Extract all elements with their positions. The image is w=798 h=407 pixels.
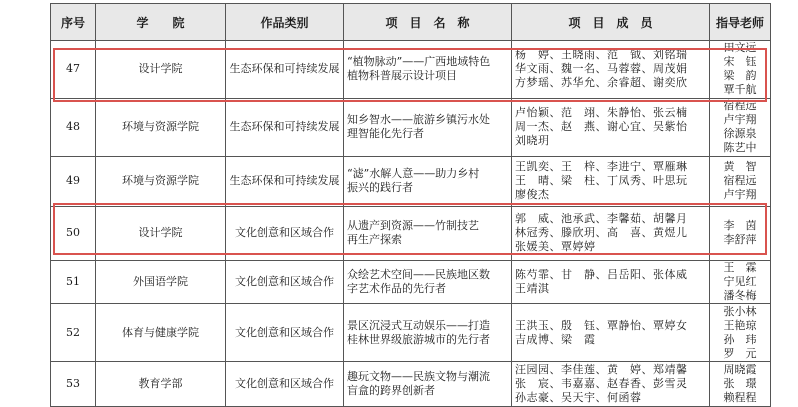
row-advisor xyxy=(710,304,771,362)
row-project-line: 从遗产到资源——竹制技艺 xyxy=(347,219,479,233)
row-members-line: 张媛美、覃婷婷 xyxy=(515,240,596,254)
row-advisor-line: 陈艺中 xyxy=(723,141,757,155)
row-project xyxy=(344,260,512,304)
row-members xyxy=(512,304,710,362)
row-members xyxy=(512,41,710,99)
table-row xyxy=(51,41,771,99)
row-college: 外国语学院 xyxy=(96,260,226,304)
row-advisor-line: 徐源泉 xyxy=(723,127,757,141)
row-members xyxy=(512,362,710,407)
row-members-line: 卢怡颖、范 翊、朱静怡、张云楠 xyxy=(515,106,688,120)
row-project-line: 再生产探索 xyxy=(347,233,402,247)
row-advisor-line: 李 茵 xyxy=(723,219,757,233)
table-row xyxy=(51,260,771,304)
header-category: 作品类别 xyxy=(226,4,344,41)
row-members-line: 华文雨、魏一名、马蓉蓉、周茂娟 xyxy=(515,62,688,76)
row-college: 环境与资源学院 xyxy=(96,98,226,156)
row-advisor-line: 赖程程 xyxy=(723,391,757,405)
row-members-line: 周一杰、赵 燕、谢心宜、吴紫怡 xyxy=(515,120,688,134)
row-advisor-line: 潘冬梅 xyxy=(723,288,757,302)
row-members-line: 孙志豪、吴天宇、何函蓉 xyxy=(515,391,642,405)
row-project-line: “滤”水解人意——助力乡村 xyxy=(347,167,480,181)
row-project xyxy=(344,41,512,99)
row-advisor-line: 宿程远 xyxy=(723,174,757,188)
row-members-line: 王 晴、梁 柱、丁凤秀、叶思玩 xyxy=(515,174,688,188)
row-advisor-line: 宋 钰 xyxy=(723,55,757,69)
table-row xyxy=(51,304,771,362)
row-advisor xyxy=(710,362,771,407)
row-advisor xyxy=(710,156,771,206)
row-index: 50 xyxy=(51,206,96,260)
row-members-line: 陈芍霏、甘 静、吕岳阳、张体威 xyxy=(515,267,688,281)
row-project-line: 景区沉浸式互动娱乐——打造 xyxy=(347,318,490,332)
row-advisor-line: 王艳琼 xyxy=(723,318,757,332)
row-members-line: 林冠秀、滕欣玥、高 喜、黄煜儿 xyxy=(515,226,688,240)
row-college: 体育与健康学院 xyxy=(96,304,226,362)
row-category: 生态环保和可持续发展 xyxy=(226,41,344,99)
row-members-line: 王洪玉、殷 钰、覃静怡、覃婷女 xyxy=(515,318,688,332)
row-project-line: “植物脉动”——广西地域特色 xyxy=(347,55,491,69)
row-project-line: 桂林世界级旅游城市的先行者 xyxy=(347,332,490,346)
row-index: 51 xyxy=(51,260,96,304)
row-category: 文化创意和区域合作 xyxy=(226,206,344,260)
row-project xyxy=(344,98,512,156)
row-advisor xyxy=(710,98,771,156)
header-college: 学 院 xyxy=(96,4,226,41)
row-advisor-line: 张 璟 xyxy=(723,377,757,391)
row-project-line: 知乡智水——旅游乡镇污水处 xyxy=(347,113,490,127)
row-advisor-line: 卢宇翔 xyxy=(723,188,757,202)
row-category: 文化创意和区域合作 xyxy=(226,304,344,362)
row-advisor-line: 李舒萍 xyxy=(723,233,757,247)
row-advisor xyxy=(710,206,771,260)
row-members-line: 王凯奕、王 梓、李进宁、覃雁琳 xyxy=(515,160,688,174)
row-advisor xyxy=(710,41,771,99)
row-members-line: 刘晓玥 xyxy=(515,134,550,148)
row-college: 环境与资源学院 xyxy=(96,156,226,206)
row-members-line: 廖俊杰 xyxy=(515,188,550,202)
row-advisor-line: 孙 玮 xyxy=(723,332,757,346)
row-college: 教育学部 xyxy=(96,362,226,407)
row-index: 52 xyxy=(51,304,96,362)
row-project xyxy=(344,206,512,260)
row-category: 生态环保和可持续发展 xyxy=(226,98,344,156)
row-advisor-line: 王 霖 xyxy=(723,260,757,274)
row-advisor xyxy=(710,260,771,304)
table-row xyxy=(51,206,771,260)
row-advisor-line: 田文远 xyxy=(723,41,757,55)
row-college: 设计学院 xyxy=(96,41,226,99)
row-index: 49 xyxy=(51,156,96,206)
header-members: 项 目 成 员 xyxy=(512,4,710,41)
row-category: 文化创意和区域合作 xyxy=(226,260,344,304)
row-project-line: 植物科普展示设计项目 xyxy=(347,69,457,83)
row-members-line: 吉成博、梁 霞 xyxy=(515,332,596,346)
row-index: 48 xyxy=(51,98,96,156)
row-project-line: 众绘艺术空间——民族地区数 xyxy=(347,267,490,281)
row-index: 53 xyxy=(51,362,96,407)
row-members xyxy=(512,206,710,260)
row-advisor-line: 罗 元 xyxy=(723,346,757,360)
project-table xyxy=(50,3,771,407)
row-advisor-line: 覃千航 xyxy=(723,83,757,97)
row-members-line: 汪园园、李佳莲、黄 婷、郑靖馨 xyxy=(515,363,688,377)
row-advisor-line: 卢宇翔 xyxy=(723,113,757,127)
row-advisor-line: 宁见红 xyxy=(723,274,757,288)
row-project xyxy=(344,362,512,407)
row-members-line: 王靖淇 xyxy=(515,281,550,295)
row-members-line: 张 宸、韦嘉嘉、赵春香、彭雪灵 xyxy=(515,377,688,391)
row-project-line: 字艺术作品的先行者 xyxy=(347,281,446,295)
row-category: 文化创意和区域合作 xyxy=(226,362,344,407)
row-project-line: 振兴的践行者 xyxy=(347,181,413,195)
header-row xyxy=(51,4,771,41)
row-advisor-line: 张小林 xyxy=(723,304,757,318)
table-row xyxy=(51,156,771,206)
row-members xyxy=(512,156,710,206)
row-members-line: 杨 婷、王晓雨、范 钺、刘铭瑞 xyxy=(515,48,688,62)
row-advisor-line: 梁 韵 xyxy=(723,69,757,83)
row-project xyxy=(344,156,512,206)
row-members-line: 郭 威、池承武、李馨茹、胡馨月 xyxy=(515,212,688,226)
header-advisor: 指导老师 xyxy=(710,4,771,41)
row-members xyxy=(512,260,710,304)
row-members xyxy=(512,98,710,156)
row-project-line: 盲盒的跨界创新者 xyxy=(347,384,435,398)
header-project: 项 目 名 称 xyxy=(344,4,512,41)
row-members-line: 方梦瑶、苏华允、余睿超、谢奕欣 xyxy=(515,76,688,90)
table-row xyxy=(51,98,771,156)
row-college: 设计学院 xyxy=(96,206,226,260)
table-row xyxy=(51,362,771,407)
header-index: 序号 xyxy=(51,4,96,41)
row-advisor-line: 周晓霞 xyxy=(723,363,757,377)
row-advisor-line: 宿程远 xyxy=(723,99,757,113)
row-category: 生态环保和可持续发展 xyxy=(226,156,344,206)
row-project-line: 趣玩文物——民族文物与潮流 xyxy=(347,370,490,384)
row-index: 47 xyxy=(51,41,96,99)
row-project xyxy=(344,304,512,362)
row-advisor-line: 黄 智 xyxy=(723,160,757,174)
row-project-line: 理智能化先行者 xyxy=(347,127,424,141)
